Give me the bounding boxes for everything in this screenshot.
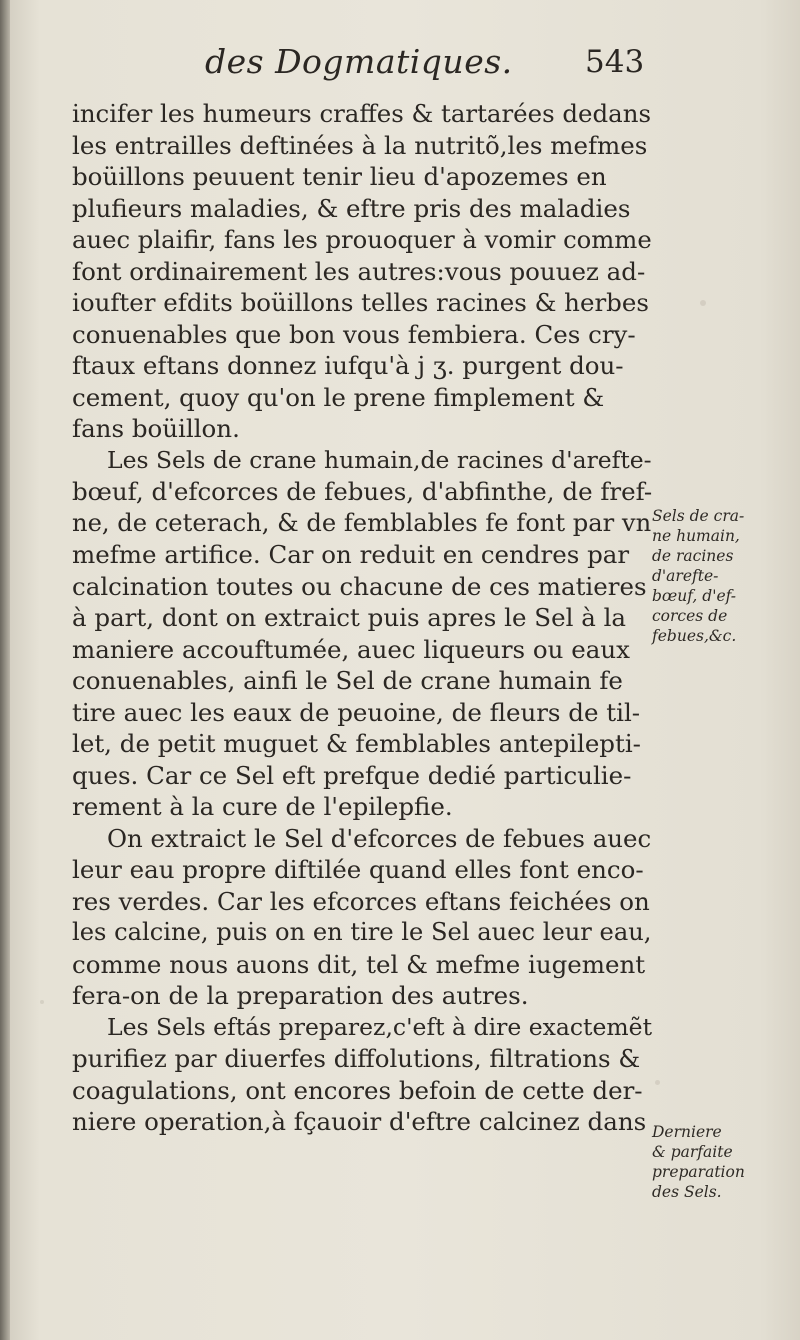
text-line: mefme artifice. Car on reduit en cendres par [72,540,630,569]
text-line: ioufter efdits boüillons telles racines & herbes [72,288,649,317]
text-line: coagulations, ont encores befoin de cette der- [72,1075,643,1105]
text-line: tire auec les eaux de peuoine, de fleurs de til- [72,697,641,727]
body-text [72,98,652,1138]
text-line: niere operation,à fçauoir d'eftre calcinez dans [72,1107,647,1136]
text-line: On extraict le Sel d'efcorces de febues auec [107,823,652,853]
text-line: fans boüillon. [72,414,240,443]
marginal-note-line: & parfaite [652,1143,733,1161]
marginal-note-line: d'arefte- [652,567,719,585]
text-line: plufieurs maladies, & eftre pris des maladies [72,193,631,223]
text-line: font ordinairement les autres:vous pouuez ad- [72,256,646,286]
paper-spot [700,300,706,306]
text-line: leur eau propre diftilée quand elles font enco- [72,855,644,884]
running-title: des Dogmatiques. [205,42,513,81]
text-line: ftaux eftans donnez iufqu'à j ʒ. purgent dou- [72,351,624,380]
text-line: ne, de ceterach, & de femblables fe font par vn [72,508,652,537]
text-line: res verdes. Car les efcorces eftans feichées on [72,886,650,916]
text-line: les entrailles deftinées à la nutritõ,les mefmes [72,130,648,160]
text-line: Les Sels eftás preparez,c'eft à dire exactemẽt [107,1012,653,1041]
marginal-note-line: preparation [652,1163,745,1181]
text-line: rement à la cure de l'epilepfie. [72,792,453,821]
page-header [0,42,800,92]
marginal-note-line: ne humain, [652,527,740,545]
text-line: les calcine, puis on en tire le Sel auec leur eau, [72,918,652,946]
marginal-note-line: bœuf, d'ef- [652,587,737,605]
paper-spot [40,1000,44,1004]
text-line: Les Sels de crane humain,de racines d'arefte- [107,445,652,474]
text-line: bœuf, d'efcorces de febues, d'abfinthe, de fref- [72,477,653,506]
text-line: conuenables, ainfi le Sel de crane humain fe [72,666,623,695]
text-line: ques. Car ce Sel eft prefque dedié particulie- [72,760,632,790]
marginal-note-salts [652,506,797,646]
marginal-note-line: des Sels. [652,1183,722,1201]
text-line: fera-on de la preparation des autres. [72,981,529,1010]
marginal-note-line: Derniere [652,1123,722,1141]
text-line: cement, quoy qu'on le prene fimplement & [72,382,605,412]
text-line: conuenables que bon vous fembiera. Ces cry- [72,319,636,349]
marginal-note-line: corces de [652,607,728,625]
binding-gutter [0,0,10,1340]
text-line: auec plaifir, fans les prouoquer à vomir comme [72,225,652,254]
text-line: incifer les humeurs craffes & tartarées dedans [72,99,652,128]
marginal-note-line: de racines [652,547,734,565]
text-line: calcination toutes ou chacune de ces matieres [72,571,647,601]
marginal-note-line: febues,&c. [652,627,737,645]
text-line: purifiez par diuerfes diffolutions, filtrations & [72,1044,641,1073]
paper-spot [655,1080,660,1085]
text-line: à part, dont on extraict puis apres le Sel à la [72,603,627,632]
text-line: let, de petit muguet & femblables antepilepti- [72,729,641,758]
marginal-note-preparation [652,1122,797,1202]
text-line: maniere accouftumée, auec liqueurs ou eaux [72,634,630,664]
page-number: 543 [585,44,645,80]
text-line: boüillons peuuent tenir lieu d'apozemes en [72,162,607,191]
marginal-note-line: Sels de cra- [652,507,745,525]
text-line: comme nous auons dit, tel & mefme iugement [72,949,646,979]
